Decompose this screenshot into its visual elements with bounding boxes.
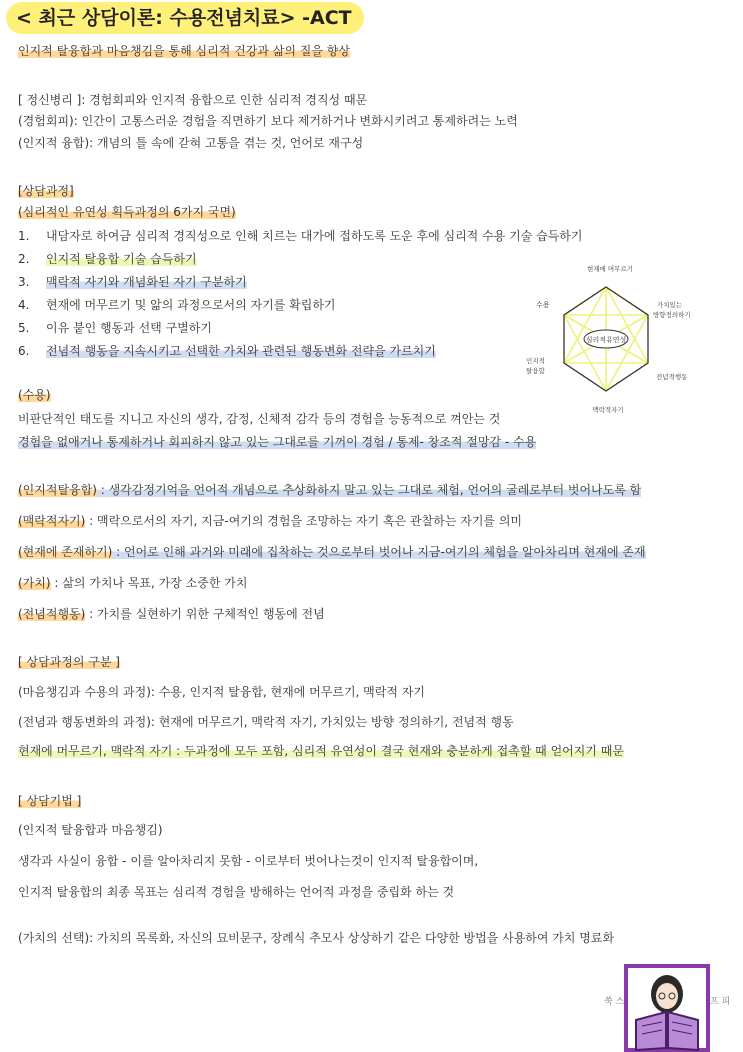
term-label: (가치) xyxy=(18,576,51,590)
page-title: < 최근 상담이론: 수용전념치료> -ACT xyxy=(6,2,364,34)
process-step: 5. 이유 붙인 행동과 선택 구별하기 xyxy=(18,321,212,335)
label-lower-left-2: 탈융합 xyxy=(526,367,545,375)
term-row: (가치) : 삶의 가치나 목표, 가장 소중한 가치 xyxy=(18,576,248,590)
acceptance-line: 비판단적인 태도를 지니고 자신의 생각, 감정, 신체적 감각 등의 경험을 능동적으로 껴안는 것 xyxy=(18,412,501,426)
blog-logo xyxy=(600,958,740,1052)
term-row: (맥락적자기) : 맥락으로서의 자기, 지금-여기의 경험을 조망하는 자기 혹은 관찰하는 자기를 의미 xyxy=(18,514,523,528)
definition-experiential-avoidance: (경험회피): 인간이 고통스러운 경험을 직면하기 보다 제거하거나 변화시키려고 통제하려는 노력 xyxy=(18,114,518,128)
process-step: 4. 현재에 머무르기 및 앎의 과정으로서의 자기를 확립하기 xyxy=(18,298,336,312)
technique-line: (가치의 선택): 가치의 목록화, 자신의 묘비문구, 장례식 추모사 상상하기 같은 다양한 방법을 사용하여 가치 명료화 xyxy=(18,931,615,945)
reading-person-icon xyxy=(636,975,698,1050)
division-heading: [ 상담과정의 구분 ] xyxy=(18,655,120,669)
term-row: (인지적탈융합) : 생각감정기억을 언어적 개념으로 추상화하지 말고 있는 그대로 체험, 언어의 굴레로부터 벗어나도록 함 xyxy=(18,483,642,497)
process-step: 3. 맥락적 자기와 개념화된 자기 구분하기 xyxy=(18,275,247,289)
label-upper-left: 수용 xyxy=(536,301,550,309)
process-heading: [상담과정] xyxy=(18,184,74,198)
process-step: 6. 전념적 행동을 지속시키고 선택한 가치와 관련된 행동변화 전략을 가르치기 xyxy=(18,344,436,358)
process-subheading: (심리적인 유연성 획득과정의 6가지 국면) xyxy=(18,205,236,219)
acceptance-heading: (수용) xyxy=(18,388,51,402)
technique-line: 인지적 탈융합의 최종 목표는 심리적 경험을 방해하는 언어적 과정을 중립화 하는 것 xyxy=(18,885,455,899)
label-top: 현재에 머무르기 xyxy=(586,265,634,273)
logo-right-text: 프 피 xyxy=(710,997,731,1007)
term-label: (전념적행동) xyxy=(18,607,86,621)
term-row: (전념적행동) : 가치를 실현하기 위한 구체적인 행동에 전념 xyxy=(18,607,325,621)
acceptance-line: 경험을 없애거나 통제하거나 회피하지 않고 있는 그대로를 기꺼이 경험 / 통제- 창조적 절망감 - 수용 xyxy=(18,435,537,449)
division-line: (전념과 행동변화의 과정): 현재에 머무르기, 맥락적 자기, 가치있는 방향 정의하기, 전념적 행동 xyxy=(18,715,514,729)
subtitle: 인지적 탈융합과 마음챙김을 통해 심리적 건강과 삶의 질을 향상 xyxy=(18,44,350,58)
label-bottom: 맥락적자기 xyxy=(592,406,624,414)
label-lower-left-1: 인지적 xyxy=(526,357,545,365)
definition-psychopathology: [ 정신병리 ]: 경험회피와 인지적 융합으로 인한 심리적 경직성 때문 xyxy=(18,93,368,107)
label-lower-right: 전념적행동 xyxy=(656,373,688,381)
technique-line: 생각과 사실이 융합 - 이를 알아차리지 못함 - 이로부터 벗어나는것이 인지적 탈융합이며, xyxy=(18,854,479,868)
definition-cognitive-fusion: (인지적 융합): 개념의 틀 속에 갇혀 고통을 겪는 것, 언어로 재구성 xyxy=(18,136,364,150)
hexaflex-diagram xyxy=(510,255,735,425)
label-upper-right-1: 가치있는 xyxy=(657,301,683,309)
term-label: (인지적탈융합) xyxy=(18,483,97,497)
label-upper-right-2: 방향정의하기 xyxy=(653,311,691,319)
division-line: (마음챙김과 수용의 과정): 수용, 인지적 탈융합, 현재에 머무르기, 맥락적 자기 xyxy=(18,685,425,699)
technique-heading: [ 상담기법 ] xyxy=(18,794,82,808)
term-label: (현재에 존재하기) xyxy=(18,545,113,559)
logo-left-text: 쑥 스 xyxy=(604,997,625,1007)
center-label: 심리적유연성 xyxy=(585,336,627,344)
process-step: 2. 인지적 탈융합 기술 습득하기 xyxy=(18,252,197,266)
division-line: 현재에 머무르기, 맥락적 자기 : 두과정에 모두 포함, 심리적 유연성이 결국 현재와 충분하게 접촉할 때 얻어지기 때문 xyxy=(18,744,624,758)
technique-subheading: (인지적 탈융합과 마음챙김) xyxy=(18,823,163,837)
term-row: (현재에 존재하기) : 언어로 인해 과거와 미래에 집착하는 것으로부터 벗어나 지금-여기의 체험을 알아차리며 현재에 존재 xyxy=(18,545,646,559)
term-label: (맥락적자기) xyxy=(18,514,86,528)
process-step: 1. 내담자로 하여금 심리적 경직성으로 인해 치르는 대가에 접하도록 도운 후에 심리적 수용 기술 습득하기 xyxy=(18,229,583,243)
